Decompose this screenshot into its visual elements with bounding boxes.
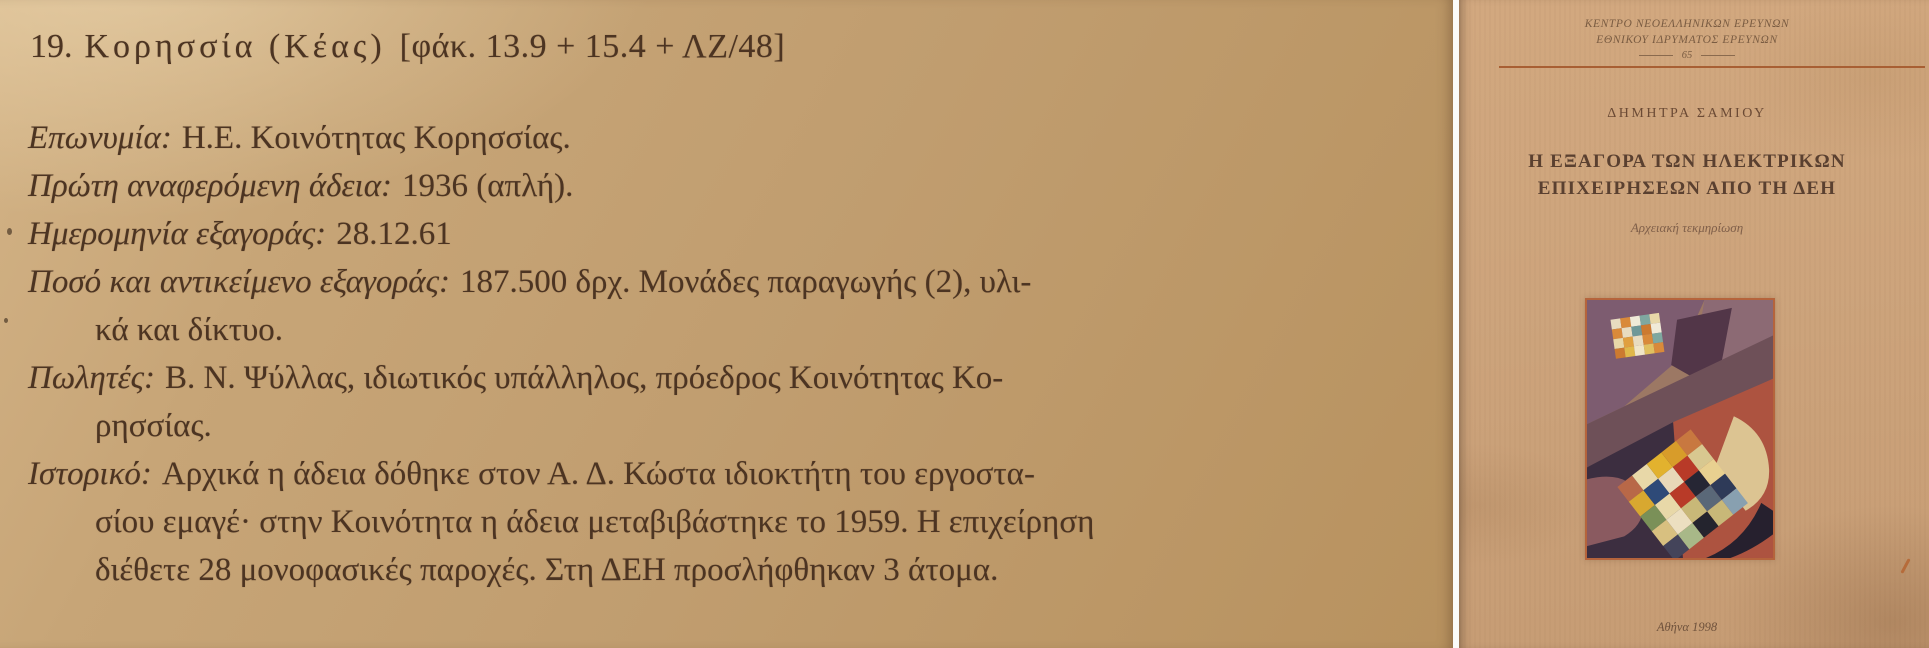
- paper-speck: [4, 318, 8, 323]
- series-number: 65: [1681, 50, 1693, 61]
- entry-archive-ref: [φάκ. 13.9 + 15.4 + ΛΖ/48]: [399, 28, 786, 65]
- author-name: ΔΗΜΗΤΡΑ ΣΑΜΙΟΥ: [1607, 106, 1767, 121]
- institution-line2: ΕΘΝΙΚΟΥ ΙΔΡΥΜΑΤΟΣ ΕΡΕΥΝΩΝ: [1596, 34, 1778, 46]
- paper-speck: [7, 228, 12, 235]
- field-label: Ημερομηνία εξαγοράς:: [28, 216, 327, 252]
- field-eponymia: [0, 114, 1453, 162]
- field-buyout-amount-cont: [0, 306, 1453, 354]
- cover-title: [1459, 148, 1915, 202]
- dash-ornament: [1639, 55, 1673, 56]
- cover-subtitle: Αρχειακή τεκμηρίωση: [1630, 220, 1744, 235]
- field-value: κά και δίκτυο.: [95, 312, 284, 348]
- field-history-cont-1: [0, 498, 1453, 546]
- institution-name: [1459, 16, 1915, 48]
- field-buyout-amount: [0, 258, 1453, 306]
- field-label: Ποσό και αντικείμενο εξαγοράς:: [28, 264, 450, 300]
- entry-title: [30, 24, 785, 70]
- field-value: 1936 (απλή).: [402, 168, 574, 204]
- field-value: Αρχικά η άδεια δόθηκε στον Α. Δ. Κώστα ιδιοκτήτη του εργοστα-: [161, 456, 1035, 492]
- field-value: Η.Ε. Κοινότητας Κορησσίας.: [181, 120, 571, 156]
- book-cover-photo: [1459, 0, 1929, 648]
- field-label: Επωνυμία:: [28, 120, 172, 156]
- field-value: 28.12.61: [336, 216, 452, 252]
- field-sellers: [0, 354, 1453, 402]
- field-first-license: [0, 162, 1453, 210]
- horizontal-rule: [1499, 66, 1925, 68]
- field-label: Πωλητές:: [28, 360, 155, 396]
- field-value: σίου εμαγέ· στην Κοινότητα η άδεια μεταβιβάστηκε το 1959. Η επιχείρηση: [95, 504, 1095, 540]
- entry-place-name: Κορησσία (Κέας): [84, 28, 386, 65]
- field-value: Β. Ν. Ψύλλας, ιδιωτικός υπάλληλος, πρόεδρος Κοινότητας Κο-: [165, 360, 1004, 396]
- cover-artwork-abstract-painting: [1585, 298, 1775, 560]
- cover-title-line1: Η ΕΞΑΓΟΡΑ ΤΩΝ ΗΛΕΚΤΡΙΚΩΝ: [1528, 151, 1846, 172]
- entry-fields: [0, 114, 1453, 594]
- institution-line1: ΚΕΝΤΡΟ ΝΕΟΕΛΛΗΝΙΚΩΝ ΕΡΕΥΝΩΝ: [1584, 18, 1790, 30]
- dash-ornament: [1701, 55, 1735, 56]
- field-label: Ιστορικό:: [28, 456, 152, 492]
- field-buyout-date: [0, 210, 1453, 258]
- paper-scratch: [1900, 558, 1910, 574]
- field-history-cont-2: [0, 546, 1453, 594]
- field-value: ρησσίας.: [95, 408, 212, 444]
- cubist-painting-graphic: [1587, 300, 1773, 558]
- field-value: διέθετε 28 μονοφασικές παροχές. Στη ΔΕΗ προσλήφθηκαν 3 άτομα.: [95, 552, 999, 588]
- series-number-row: [1459, 50, 1915, 61]
- field-value: 187.500 δρχ. Μονάδες παραγωγής (2), υλι-: [459, 264, 1032, 300]
- cover-title-line2: ΕΠΙΧΕΙΡΗΣΕΩΝ ΑΠΟ ΤΗ ΔΕΗ: [1537, 178, 1837, 199]
- field-history: [0, 450, 1453, 498]
- entry-number: 19.: [30, 28, 73, 65]
- imprint-place-year: Αθήνα 1998: [1656, 620, 1718, 634]
- field-label: Πρώτη αναφερόμενη άδεια:: [28, 168, 392, 204]
- field-sellers-cont: [0, 402, 1453, 450]
